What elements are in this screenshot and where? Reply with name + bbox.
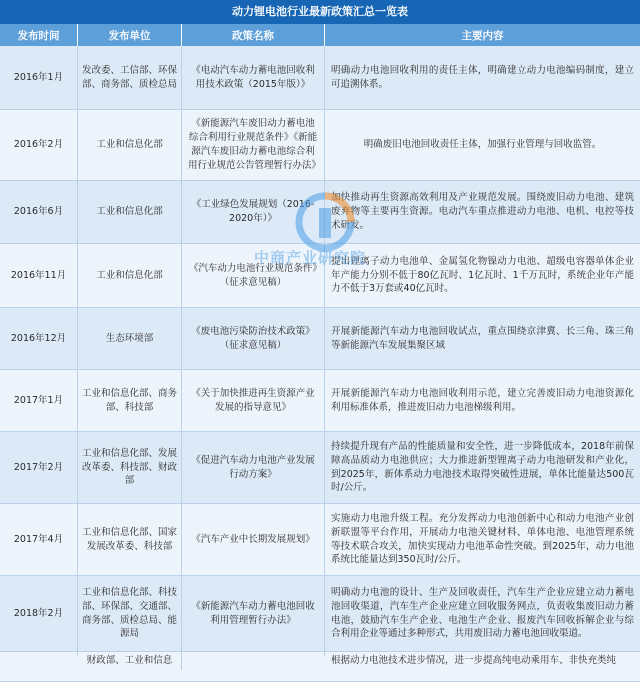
row-date: 2017年1月: [13, 394, 64, 406]
table-row: [0, 308, 640, 370]
row-policy-name: 《新能源汽车动力蓄电池回收利用管理暂行办法》: [191, 600, 315, 626]
row-unit: 财政部、工业和信息: [86, 655, 173, 666]
table-row: [0, 504, 640, 576]
table-row: [0, 46, 640, 110]
table-title: 动力锂电池行业最新政策汇总一览表: [0, 0, 640, 24]
row-content: 开展新能源汽车动力电池回收利用示范，建立完善废旧动力电池资源化利用标准体系，推进废旧动力电池梯级利用。: [331, 387, 634, 413]
table-row: [0, 110, 640, 181]
row-date: 2017年4月: [13, 533, 64, 545]
header-unit: 发布单位: [78, 24, 182, 46]
row-date: 2018年2月: [13, 607, 64, 619]
table-header: [0, 24, 640, 46]
row-policy-name: 《工业绿色发展规划（2016-2020年）》: [191, 199, 315, 224]
row-content: 实施动力电池升级工程。充分发挥动力电池创新中心和动力电池产业创新联盟等平台作用，开展动力电池关键材料、单体电池、电池管理系统等技术联合攻关，加快实现动力电池革命性突破。到2025年，动力电池系统比能量达到350瓦时/公斤。: [331, 512, 634, 566]
table-row: [0, 370, 640, 432]
watermark-text: 中商产业研究院: [254, 249, 367, 267]
row-policy-name: 《促进汽车动力电池产业发展行动方案》: [191, 454, 315, 480]
header-date: 发布时间: [0, 24, 78, 46]
row-unit: 工业和信息化部: [96, 139, 163, 151]
row-content: 提出锂离子动力电池单、金属氢化物镍动力电池、超级电容器单体企业年产能力分别不低于80亿瓦时、1亿瓦时、1千万瓦时，系统企业年产能力不低于3万套或40亿瓦时。: [331, 255, 634, 295]
table-row: [0, 244, 640, 308]
row-date: 2016年6月: [13, 206, 64, 218]
row-date: 2016年12月: [10, 332, 67, 344]
row-content: 明确动力电池的设计、生产及回收责任，汽车生产企业应建立动力蓄电池回收渠道，汽车生产企业应建立回收服务网点，负责收集废旧动力蓄电池，鼓励汽车生产企业、电池生产企业、报废汽车回收拆解企业与综合利用企业等通过多种形式，共用废旧动力蓄电池回收渠道。: [331, 586, 634, 640]
table-row: [0, 432, 640, 504]
row-content: 加快推动再生资源高效利用及产业规范发展。围绕废旧动力电池、建筑废弃物等主要再生资源。电动汽车重点推进动力电池、电机、电控等技术研发。: [331, 192, 634, 231]
table-row: [0, 576, 640, 652]
row-policy-name: 《关于加快推进再生资源产业发展的指导意见》: [191, 387, 315, 413]
row-policy-name: 《汽车动力电池行业规范条件》（征求意见稿）: [188, 262, 318, 288]
row-unit: 工业和信息化部、发展改革委、科技部、财政部: [82, 447, 178, 487]
row-content: 明确动力电池回收利用的责任主体，明确建立动力电池编码制度，建立可追溯体系。: [331, 64, 634, 90]
row-unit: 发改委、工信部、环保部、商务部、质检总局: [82, 64, 178, 90]
row-date: 2016年2月: [13, 139, 64, 151]
table-row: [0, 181, 640, 244]
row-policy-name: 《新能源汽车废旧动力蓄电池综合利用行业规范条件》《新能源汽车废旧动力蓄电池综合利用行业规范公告管理暂行办法》: [188, 118, 322, 171]
row-unit: 工业和信息化部、商务部、科技部: [82, 387, 178, 413]
row-content: 持续提升现有产品的性能质量和安全性，进一步降低成本，2018年前保障高品质动力电池供应；大力推进新型锂离子动力电池研发和产业化，到2025年，新体系动力电池技术取得突破性进展，单体比能量达500瓦时/公斤。: [331, 440, 634, 494]
row-date: 2016年11月: [10, 269, 67, 281]
row-unit: 工业和信息化部: [96, 206, 163, 218]
row-policy-name: 《汽车产业中长期发展规划》: [191, 533, 315, 545]
row-date: 2017年2月: [13, 461, 64, 473]
row-unit: 生态环境部: [105, 332, 154, 344]
table-row: [0, 652, 640, 682]
row-content: 明确废旧电池回收责任主体，加强行业管理与回收监管。: [363, 139, 602, 151]
row-unit: 工业和信息化部、科技部、环保部、交通部、商务部、质检总局、能源局: [82, 586, 178, 640]
row-policy-name: 《废电池污染防治技术政策》（征求意见稿）: [191, 325, 315, 351]
row-policy-name: 《电动汽车动力蓄电池回收利用技术政策（2015年版）》: [191, 64, 315, 90]
row-content: 开展新能源汽车动力电池回收试点，重点围绕京津冀、长三角、珠三角等新能源汽车发展集聚区域: [331, 325, 634, 351]
row-date: 2016年1月: [13, 71, 64, 83]
row-unit: 工业和信息化部、国家发展改革委、科技部: [82, 526, 178, 552]
header-name: 政策名称: [182, 24, 325, 46]
policy-table: [0, 46, 640, 682]
row-unit: 工业和信息化部: [96, 269, 163, 281]
header-content: 主要内容: [461, 29, 504, 42]
row-content: 根据动力电池技术进步情况，进一步提高纯电动乘用车、非快充类纯: [331, 655, 617, 666]
